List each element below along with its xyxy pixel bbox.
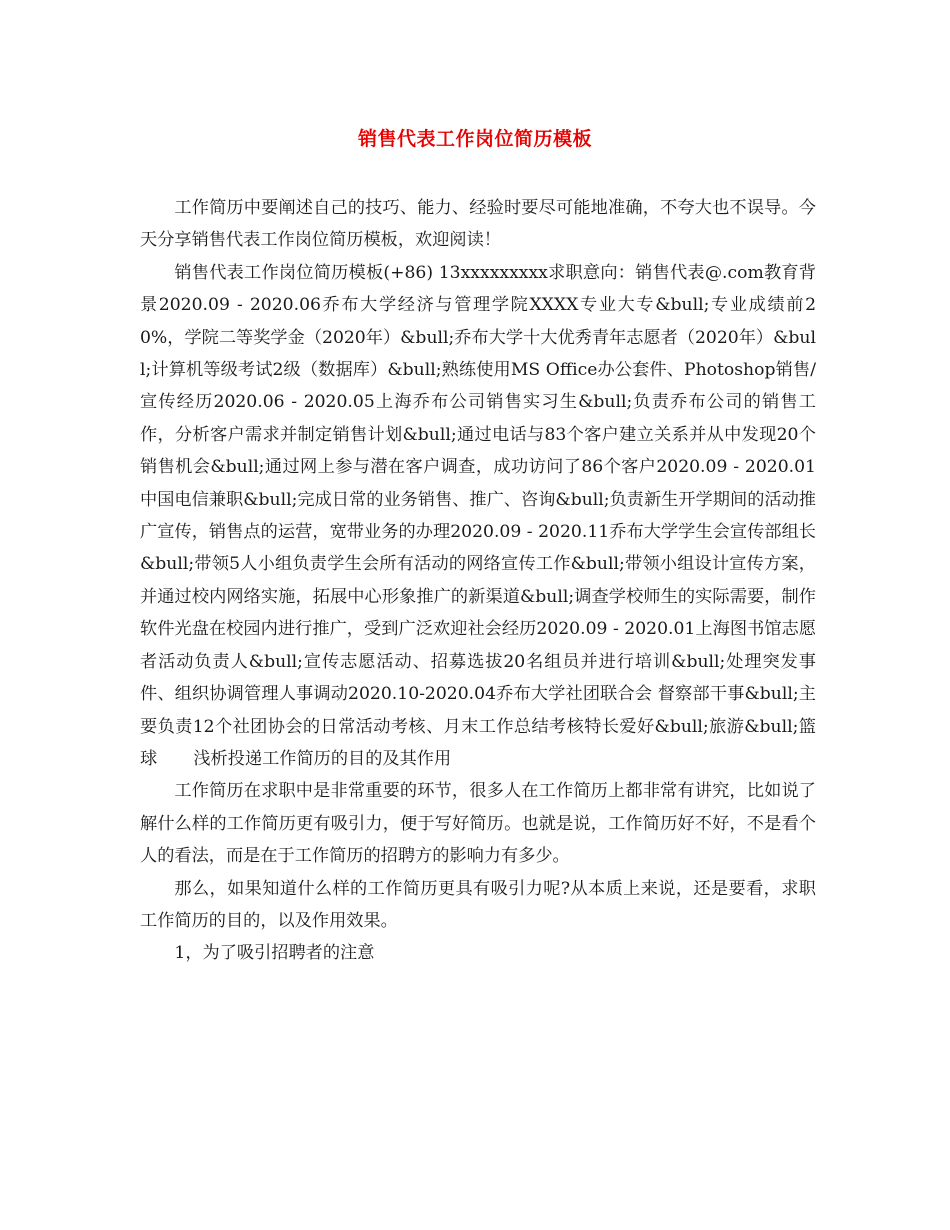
document-title: 销售代表工作岗位简历模板 xyxy=(357,128,592,150)
section-heading: 浅析投递工作简历的目的及其作用 xyxy=(193,748,452,769)
document-body xyxy=(140,192,816,970)
resume-template-paragraph xyxy=(140,257,816,776)
importance-paragraph: 工作简历在求职中是非常重要的环节，很多人在工作简历上都非常有讲究，比如说了解什么样的工作简历更有吸引力，便于写好简历。也就是说，工作简历好不好，不是看个人的看法，而是在于工作简历的招聘方的影响力有多少。 xyxy=(140,781,816,867)
purpose-paragraph: 那么，如果知道什么样的工作简历更具有吸引力呢?从本质上来说，还是要看，求职工作简历的目的，以及作用效果。 xyxy=(140,878,816,931)
resume-template-text: 销售代表工作岗位简历模板(+86) 13xxxxxxxxx求职意向：销售代表@.com教育背景2020.09 - 2020.06乔布大学经济与管理学院XXXX专业大专&bull;专业成绩前20%，学院二等奖学金（2020年）&bull;乔布大学十大优秀青年志愿者（2020年）&bull;计算机等级考试2级（数据库）&bull;熟练使用MS Office办公套件、Photoshop销售/宣传经历2020.06 - 2020.05上海乔布公司销售实习生&bull;负责乔布公司的销售工作，分析客户需求并制定销售计划&bull;通过电话与83个客户建立关系并从中发现20个销售机会&bull;通过网上参与潜在客户调查，成功访问了86个客户2020.09 - 2020.01中国电信兼职&bull;完成日常的业务销售、推广、咨询&bull;负责新生开学期间的活动推广宣传，销售点的运营，宽带业务的办理2020.09 - 2020.11乔布大学学生会宣传部组长&bull;带领5人小组负责学生会所有活动的网络宣传工作&bull;带领小组设计宣传方案，并通过校内网络实施，拓展中心形象推广的新渠道&bull;调查学校师生的实际需要，制作软件光盘在校园内进行推广，受到广泛欢迎社会经历2020.09 - 2020.01上海图书馆志愿者活动负责人&bull;宣传志愿活动、招募选拔20名组员并进行培训&bull;处理突发事件、组织协调管理人事调动2020.10-2020.04乔布大学社团联合会 督察部干事&bull;主要负责12个社团协会的日常活动考核、月末工作总结考核特长爱好&bull;旅游&bull;篮球 xyxy=(140,262,816,769)
point-one-paragraph: 1，为了吸引招聘者的注意 xyxy=(174,943,375,964)
intro-paragraph: 工作简历中要阐述自己的技巧、能力、经验时要尽可能地准确，不夸大也不误导。今天分享销售代表工作岗位简历模板，欢迎阅读！ xyxy=(140,198,816,251)
